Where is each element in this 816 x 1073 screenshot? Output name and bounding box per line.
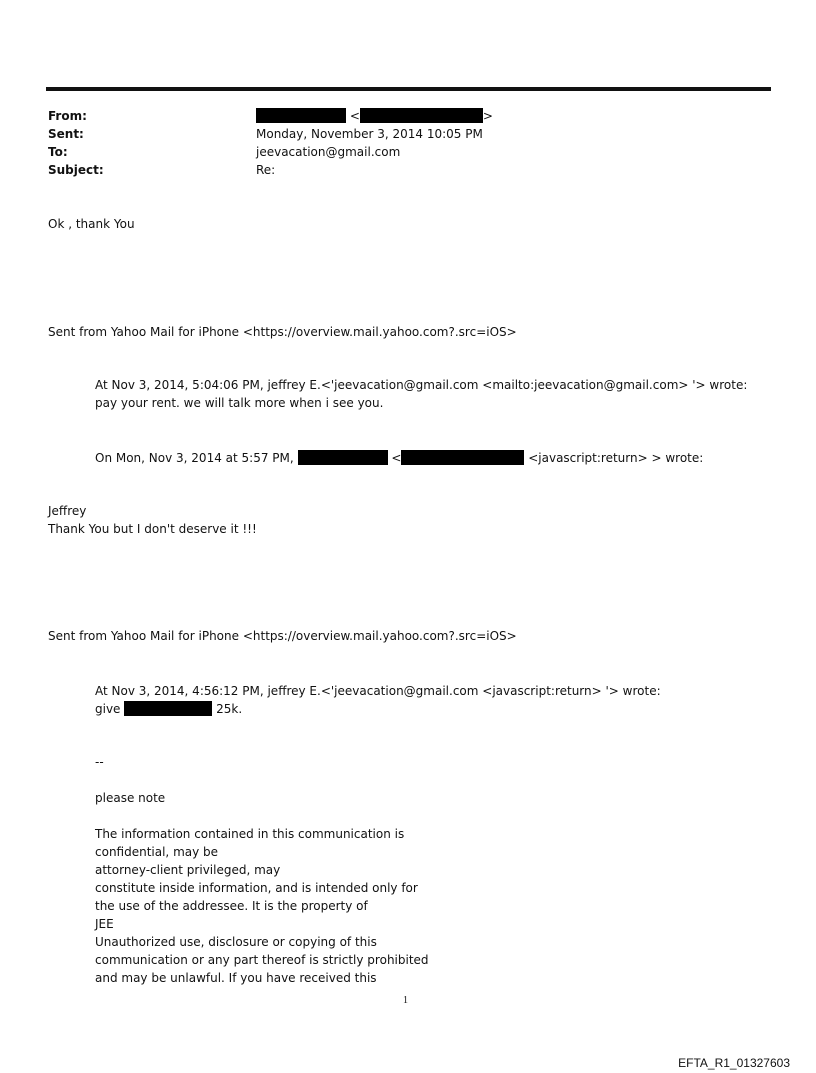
quote-lt: < (391, 451, 402, 465)
quote-text: pay your rent. we will talk more when i see you. (95, 396, 384, 410)
disclaimer-line: communication or any part thereof is strictly prohibited (95, 953, 429, 967)
quote-header: At Nov 3, 2014, 4:56:12 PM, jeffrey E.<'jeevacation@gmail.com <javascript:return> '> wrote: (95, 684, 661, 698)
subject-value: Re: (256, 163, 276, 177)
disclaimer-line: and may be unlawful. If you have received this (95, 971, 377, 985)
yahoo-signature: Sent from Yahoo Mail for iPhone <https://overview.mail.yahoo.com?.src=iOS> (48, 325, 517, 339)
greeting: Jeffrey (48, 504, 87, 518)
subject-label: Subject: (48, 163, 104, 177)
amount: 25k. (216, 702, 243, 716)
disclaimer-line: JEE (95, 917, 114, 931)
sent-label: Sent: (48, 127, 84, 141)
give-word: give (95, 702, 121, 716)
document-id: EFTA_R1_01327603 (678, 1056, 790, 1070)
sent-value: Monday, November 3, 2014 10:05 PM (256, 127, 483, 141)
reply-line: Ok , thank You (48, 217, 135, 231)
redaction-box (256, 108, 346, 123)
disclaimer-line: The information contained in this communication is (95, 827, 405, 841)
header-rule (46, 87, 771, 91)
disclaimer-line: the use of the addressee. It is the property of (95, 899, 368, 913)
quote-text (95, 700, 242, 718)
thanks-line: Thank You but I don't deserve it !!! (48, 522, 257, 536)
from-gt: > (482, 109, 493, 123)
from-value (256, 107, 493, 125)
dashes: -- (95, 755, 104, 769)
disclaimer-block (95, 825, 429, 987)
disclaimer-line: confidential, may be (95, 845, 219, 859)
quote-suffix: <javascript:return> > wrote: (528, 451, 704, 465)
redaction-box (298, 450, 388, 465)
redaction-box (360, 108, 483, 123)
to-value: jeevacation@gmail.com (256, 145, 401, 159)
from-lt: < (349, 109, 360, 123)
please-note: please note (95, 791, 166, 805)
redaction-box (124, 701, 212, 716)
quote-header (95, 449, 703, 467)
disclaimer-line: constitute inside information, and is intended only for (95, 881, 418, 895)
quote-prefix: On Mon, Nov 3, 2014 at 5:57 PM, (95, 451, 294, 465)
from-label: From: (48, 109, 87, 123)
to-label: To: (48, 145, 68, 159)
yahoo-signature: Sent from Yahoo Mail for iPhone <https://overview.mail.yahoo.com?.src=iOS> (48, 629, 517, 643)
disclaimer-line: attorney-client privileged, may (95, 863, 281, 877)
quote-header: At Nov 3, 2014, 5:04:06 PM, jeffrey E.<'jeevacation@gmail.com <mailto:jeevacation@gmail.com> '> wrote: (95, 378, 748, 392)
redaction-box (401, 450, 524, 465)
disclaimer-line: Unauthorized use, disclosure or copying of this (95, 935, 377, 949)
page-number: 1 (403, 995, 408, 1006)
